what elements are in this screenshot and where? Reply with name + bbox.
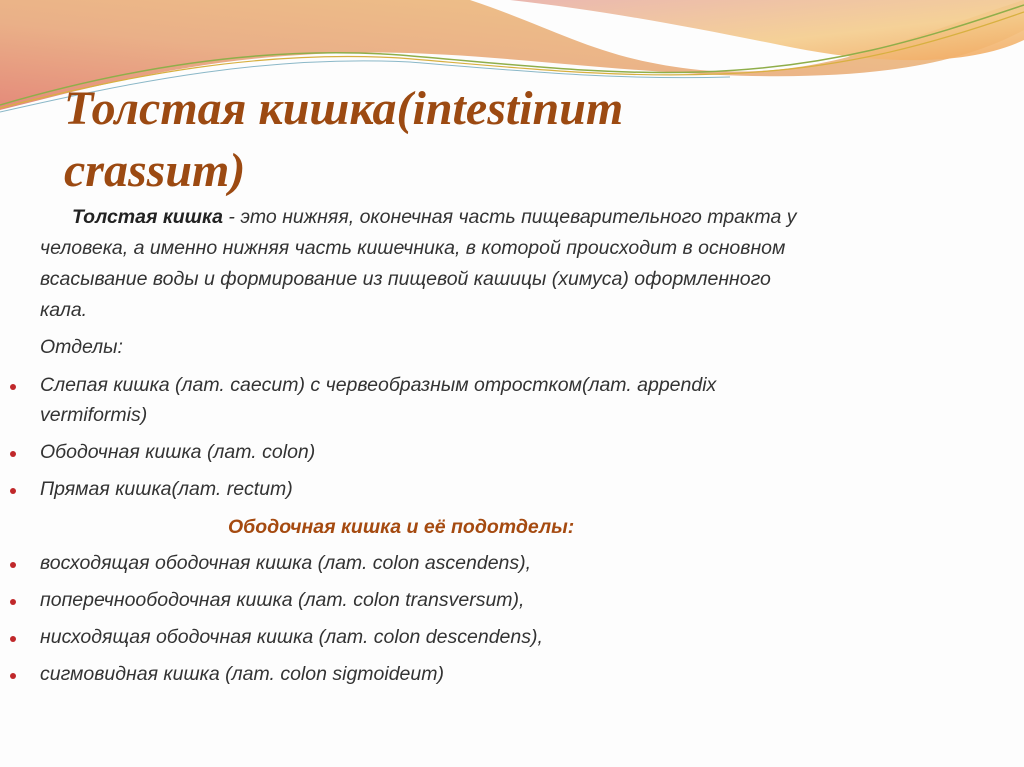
intro-line-2: человека, а именно нижняя часть кишечника, в которой происходит в основном: [40, 237, 786, 259]
bullet-icon: [10, 636, 16, 642]
sections-label: Отделы:: [40, 336, 123, 358]
section-item: Ободочная кишка (лат. colon): [40, 441, 316, 463]
subsections-heading: Ободочная кишка и её подотделы:: [228, 516, 575, 538]
bullet-icon: [10, 599, 16, 605]
intro-line-3: всасывание воды и формирование из пищевой кашицы (химуса) оформленного: [40, 268, 771, 290]
subsection-item: нисходящая ободочная кишка (лат. colon descendens),: [40, 626, 543, 648]
subsection-item: поперечноободочная кишка (лат. colon transversum),: [40, 589, 525, 611]
bullet-icon: [10, 384, 16, 390]
section-item: Слепая кишка (лат. caecum) с червеобразным отростком(лат. appendix: [40, 374, 717, 396]
slide-title: [64, 78, 964, 202]
title-line-1: Толстая кишка(intestinum: [64, 82, 624, 135]
section-item: Прямая кишка(лат. rectum): [40, 478, 293, 500]
section-item-continued: vermiformis): [40, 404, 148, 426]
intro-line-4: кала.: [40, 299, 88, 321]
title-line-2: crassum): [64, 144, 246, 197]
intro-lead-term: Толстая кишка: [72, 206, 223, 228]
intro-line-1: [72, 206, 796, 229]
bullet-icon: [10, 488, 16, 494]
subsection-item: сигмовидная кишка (лат. colon sigmoideum): [40, 663, 444, 685]
subsection-item: восходящая ободочная кишка (лат. colon ascendens),: [40, 552, 532, 574]
bullet-icon: [10, 451, 16, 457]
intro-text: - это нижняя, оконечная часть пищеварительного тракта у: [222, 206, 797, 228]
bullet-icon: [10, 673, 16, 679]
bullet-icon: [10, 562, 16, 568]
